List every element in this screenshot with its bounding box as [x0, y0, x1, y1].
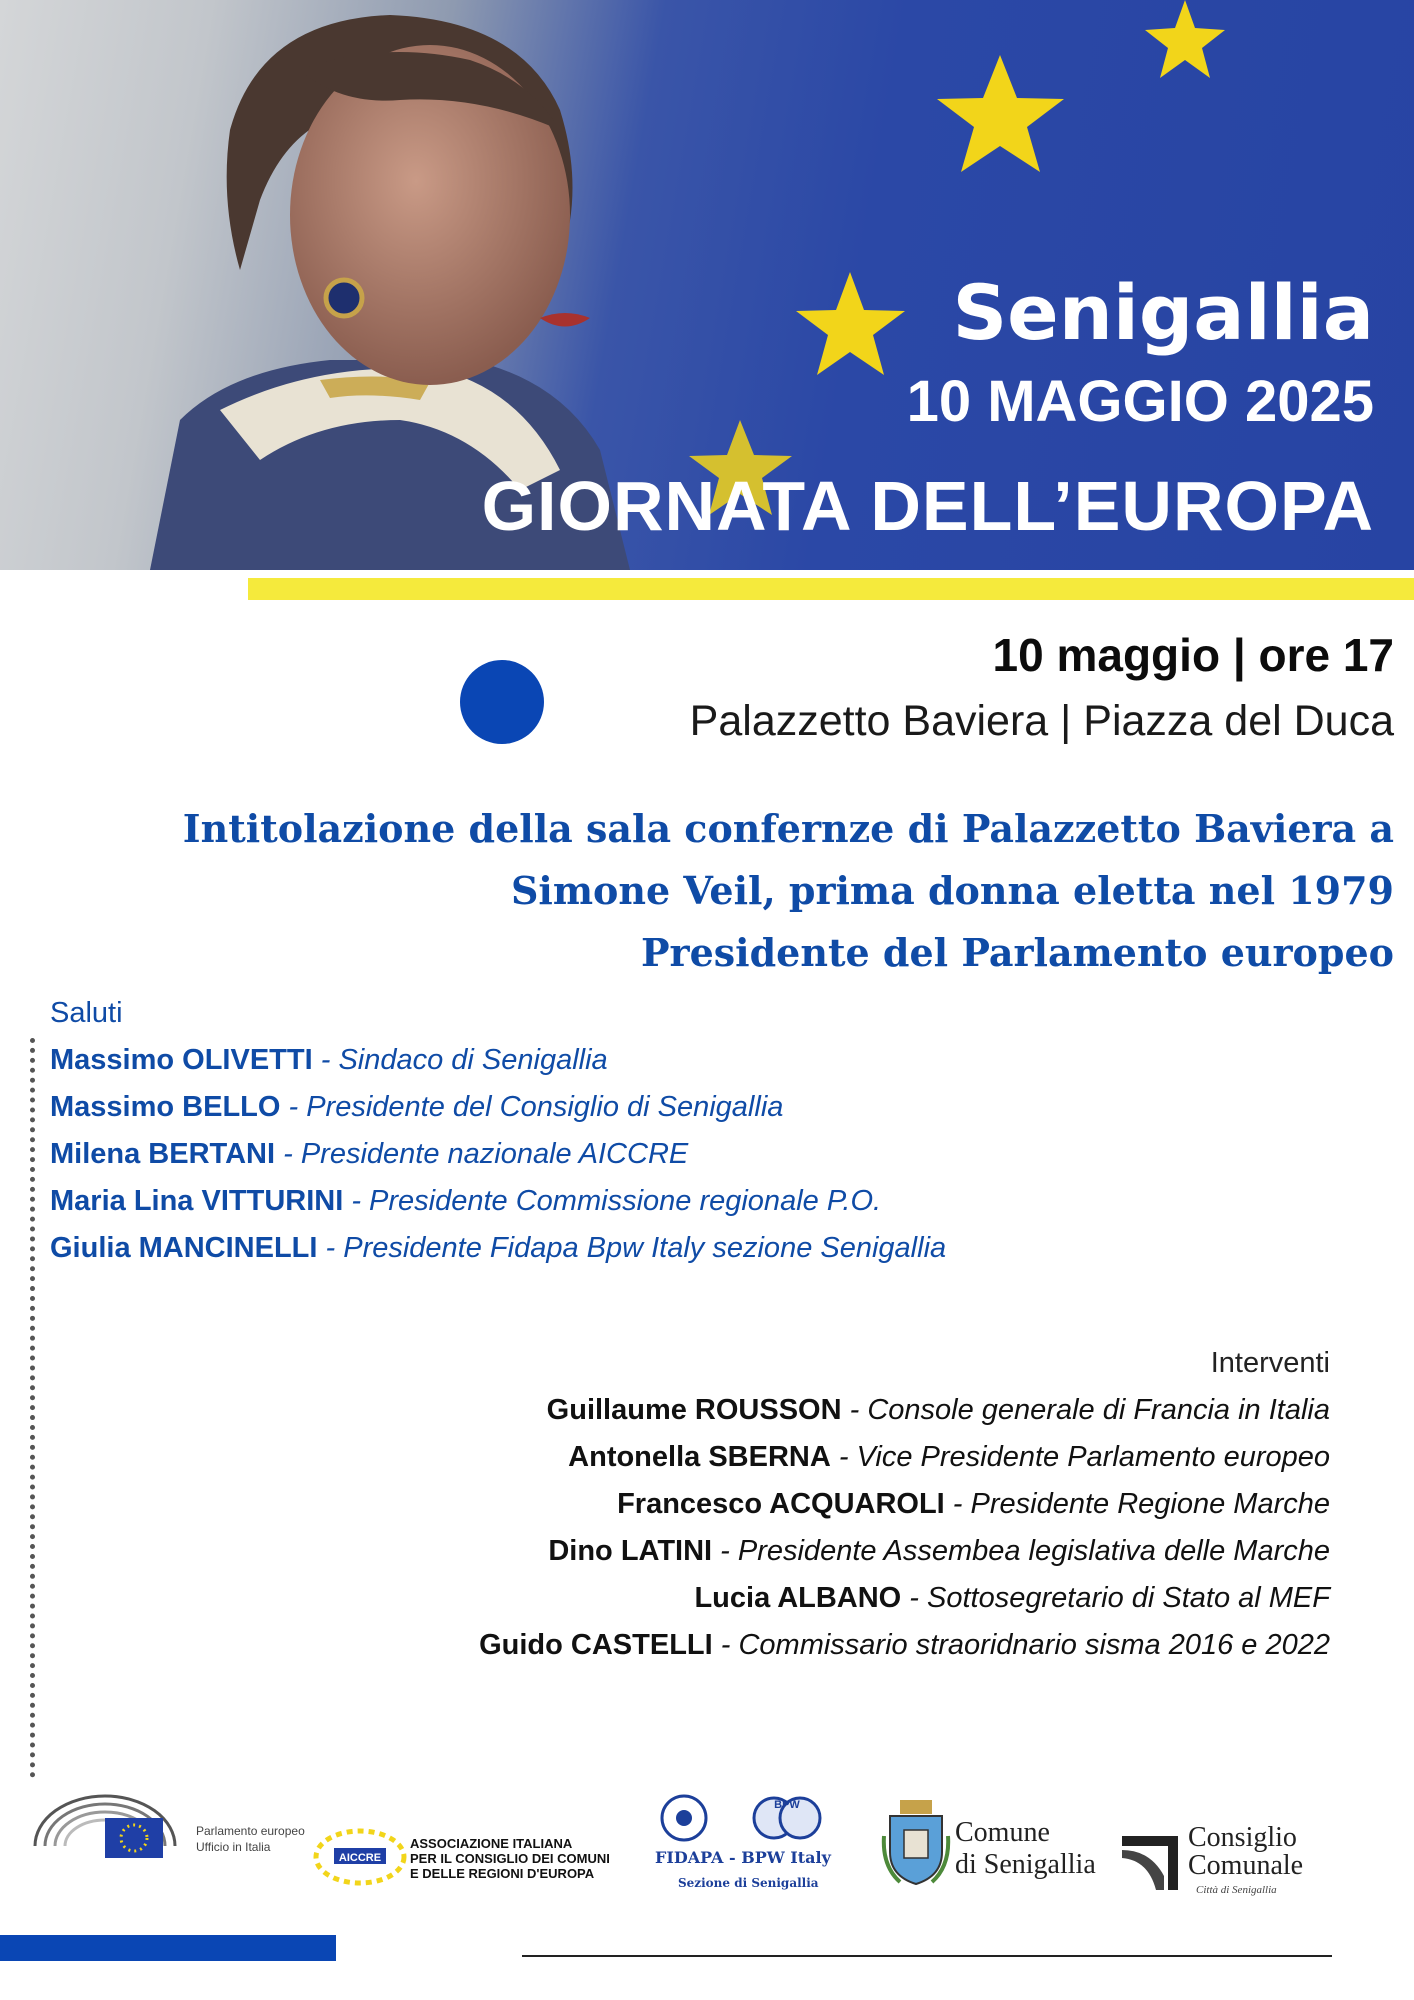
speaker-name: Milena BERTANI — [50, 1138, 276, 1170]
event-location: Palazzetto Baviera | Piazza del Duca — [689, 697, 1394, 745]
consiglio-label-line: Comunale — [1188, 1850, 1304, 1881]
flag-star — [796, 272, 905, 375]
speaker-role: - Console generale di Francia in Italia — [841, 1394, 1330, 1426]
speaker-name: Francesco ACQUAROLI — [617, 1488, 945, 1520]
speaker-name: Guillaume ROUSSON — [546, 1394, 842, 1426]
european-parliament-logo — [30, 1786, 190, 1876]
event-date-time: 10 maggio | ore 17 — [992, 629, 1394, 681]
footer-line — [522, 1955, 1332, 1957]
dedication-text — [94, 798, 1394, 984]
aiccre-label — [410, 1836, 610, 1881]
speaker-role: - Sottosegretario di Stato al MEF — [901, 1582, 1330, 1614]
speaker-name: Massimo OLIVETTI — [50, 1044, 313, 1076]
speaker-name: Guido CASTELLI — [479, 1629, 713, 1661]
hero-city: Senigallia — [952, 268, 1374, 357]
senigallia-coat-of-arms-icon — [880, 1796, 952, 1888]
speaker-role: - Sindaco di Senigallia — [312, 1044, 608, 1076]
blue-dot — [460, 660, 544, 744]
dedication-line: Intitolazione della sala confernze di Palazzetto Baviera a — [182, 806, 1394, 851]
interventi-heading: Interventi — [1210, 1347, 1330, 1379]
saluti-heading: Saluti — [50, 997, 123, 1029]
dedication-line: Presidente del Parlamento europeo — [640, 930, 1394, 975]
portrait-lips — [540, 313, 590, 327]
hero-banner — [0, 0, 1414, 570]
speaker-role: - Presidente Fidapa Bpw Italy sezione Senigallia — [317, 1232, 947, 1264]
portrait-earring — [326, 280, 362, 316]
list-item — [479, 1481, 1330, 1528]
fidapa-name: FIDAPA - BPW Italy — [655, 1848, 831, 1867]
aiccre-label-line: ASSOCIAZIONE ITALIANA — [410, 1836, 573, 1851]
aiccre-label-line: PER IL CONSIGLIO DEI COMUNI — [410, 1851, 610, 1866]
list-item — [479, 1622, 1330, 1669]
speaker-role: - Presidente nazionale AICCRE — [275, 1138, 689, 1170]
comune-label — [955, 1817, 1096, 1881]
list-item — [50, 1225, 946, 1272]
hero-title: GIORNATA DELL’EUROPA — [481, 467, 1374, 545]
comune-label-line: Comune — [955, 1817, 1050, 1848]
aiccre-badge-text: AICCRE — [338, 1852, 382, 1864]
list-item — [50, 1131, 946, 1178]
speaker-role: - Presidente Commissione regionale P.O. — [343, 1185, 882, 1217]
list-item — [50, 1178, 946, 1225]
consiglio-label-line: Consiglio — [1188, 1822, 1297, 1853]
ep-label — [196, 1823, 305, 1855]
speaker-role: - Commissario straoridnario sisma 2016 e 2022 — [712, 1629, 1330, 1661]
speaker-role: - Presidente Assembea legislativa delle Marche — [712, 1535, 1330, 1567]
speaker-role: - Vice Presidente Parlamento europeo — [830, 1441, 1330, 1473]
yellow-band — [248, 578, 1414, 600]
speaker-name: Lucia ALBANO — [694, 1582, 902, 1614]
fidapa-badge-text: BPW — [774, 1799, 800, 1811]
speaker-role: - Presidente del Consiglio di Senigallia — [280, 1091, 784, 1123]
list-item — [479, 1528, 1330, 1575]
fidapa-section: Sezione di Senigallia — [678, 1876, 819, 1890]
hero-date: 10 MAGGIO 2025 — [906, 369, 1374, 434]
list-item — [479, 1387, 1330, 1434]
fidapa-logo — [656, 1790, 826, 1846]
footer-blue-bar — [0, 1935, 336, 1961]
speaker-name: Dino LATINI — [548, 1535, 713, 1567]
dotted-divider — [30, 1038, 35, 1778]
aiccre-logo — [312, 1826, 408, 1888]
flag-star — [937, 55, 1064, 172]
flag-star — [1145, 0, 1225, 78]
ep-label-line: Parlamento europeo — [196, 1824, 305, 1838]
list-item — [50, 1084, 946, 1131]
consiglio-label — [1188, 1824, 1303, 1880]
speaker-name: Giulia MANCINELLI — [50, 1232, 318, 1264]
list-item — [479, 1575, 1330, 1622]
speaker-role: - Presidente Regione Marche — [944, 1488, 1330, 1520]
list-item — [50, 1037, 946, 1084]
interventi-list — [479, 1340, 1330, 1669]
speaker-name: Massimo BELLO — [50, 1091, 281, 1123]
consiglio-sub: Città di Senigallia — [1196, 1884, 1277, 1896]
consiglio-comunale-logo-icon — [1120, 1826, 1186, 1892]
speaker-name: Antonella SBERNA — [568, 1441, 831, 1473]
list-item — [479, 1434, 1330, 1481]
ep-label-line: Ufficio in Italia — [196, 1840, 271, 1854]
dedication-line: Simone Veil, prima donna eletta nel 1979 — [510, 868, 1394, 913]
comune-label-line: di Senigallia — [955, 1849, 1096, 1880]
saluti-list — [50, 990, 946, 1272]
speaker-name: Maria Lina VITTURINI — [50, 1185, 344, 1217]
aiccre-label-line: E DELLE REGIONI D'EUROPA — [410, 1866, 595, 1881]
